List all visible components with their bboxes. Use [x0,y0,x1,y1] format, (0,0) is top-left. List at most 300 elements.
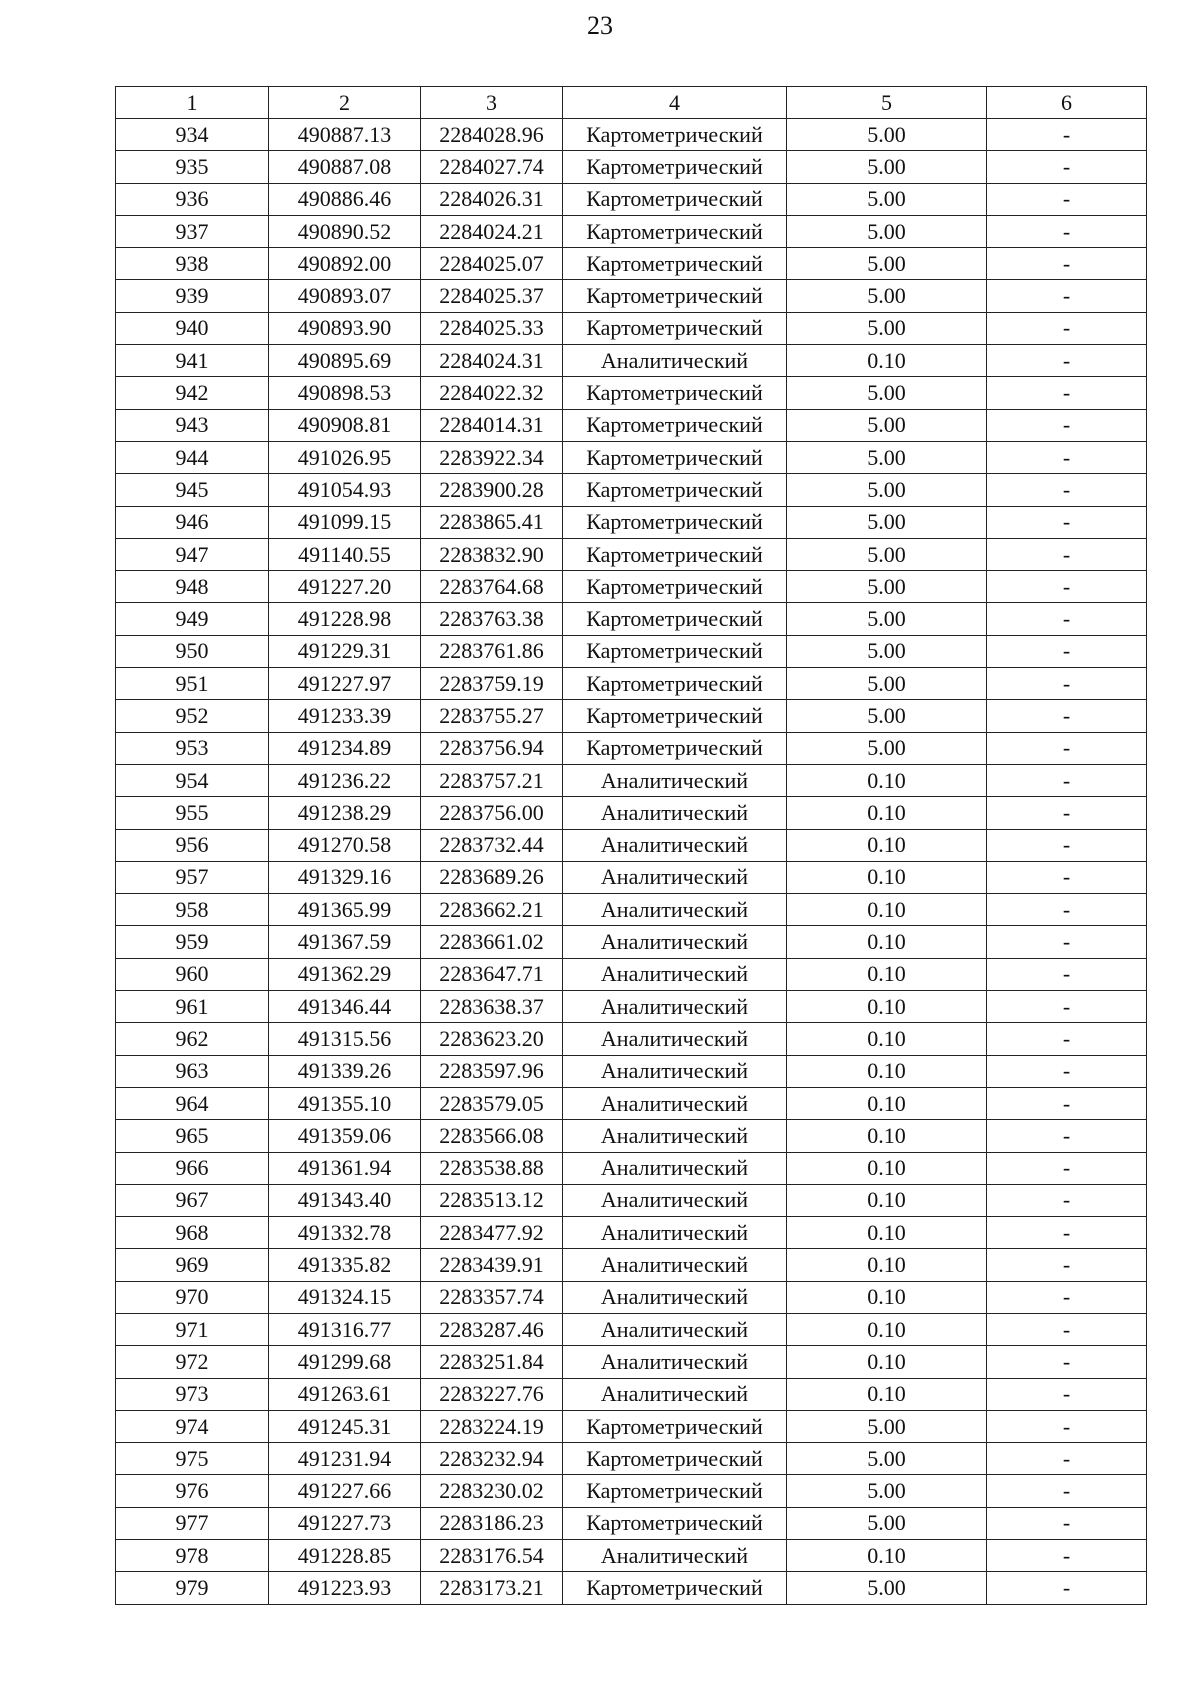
y-coordinate-cell: 2284025.07 [421,248,563,280]
point-number-cell: 941 [116,345,269,377]
y-coordinate-cell: 2283224.19 [421,1410,563,1442]
coordinates-table [115,86,1147,1605]
method-cell: Картометрический [563,312,787,344]
table-row [116,958,1147,990]
method-cell: Аналитический [563,345,787,377]
accuracy-cell: 5.00 [787,474,987,506]
point-number-cell: 962 [116,1023,269,1055]
x-coordinate-cell: 490893.90 [269,312,421,344]
table-row [116,603,1147,635]
x-coordinate-cell: 491099.15 [269,506,421,538]
method-cell: Аналитический [563,1152,787,1184]
y-coordinate-cell: 2283186.23 [421,1507,563,1539]
y-coordinate-cell: 2283538.88 [421,1152,563,1184]
method-cell: Картометрический [563,1443,787,1475]
table-header [116,87,1147,119]
method-cell: Аналитический [563,991,787,1023]
method-cell: Аналитический [563,926,787,958]
accuracy-cell: 0.10 [787,797,987,829]
point-number-cell: 940 [116,312,269,344]
point-number-cell: 964 [116,1087,269,1119]
note-cell: - [987,280,1147,312]
accuracy-cell: 5.00 [787,312,987,344]
note-cell: - [987,1023,1147,1055]
table-row [116,571,1147,603]
method-cell: Аналитический [563,1281,787,1313]
note-cell: - [987,312,1147,344]
point-number-cell: 961 [116,991,269,1023]
table-row [116,248,1147,280]
accuracy-cell: 0.10 [787,1087,987,1119]
x-coordinate-cell: 491228.85 [269,1540,421,1572]
note-cell: - [987,248,1147,280]
y-coordinate-cell: 2284022.32 [421,377,563,409]
note-cell: - [987,764,1147,796]
x-coordinate-cell: 491227.97 [269,668,421,700]
point-number-cell: 952 [116,700,269,732]
note-cell: - [987,1410,1147,1442]
column-header-4: 4 [563,87,787,119]
note-cell: - [987,991,1147,1023]
accuracy-cell: 5.00 [787,732,987,764]
note-cell: - [987,829,1147,861]
page-number: 23 [587,11,613,40]
note-cell: - [987,1507,1147,1539]
x-coordinate-cell: 491238.29 [269,797,421,829]
header-row [116,87,1147,119]
accuracy-cell: 5.00 [787,1410,987,1442]
note-cell: - [987,1346,1147,1378]
point-number-cell: 949 [116,603,269,635]
note-cell: - [987,377,1147,409]
point-number-cell: 972 [116,1346,269,1378]
table-row [116,538,1147,570]
table-row [116,1540,1147,1572]
accuracy-cell: 0.10 [787,1023,987,1055]
y-coordinate-cell: 2284028.96 [421,119,563,151]
point-number-cell: 968 [116,1217,269,1249]
accuracy-cell: 5.00 [787,377,987,409]
point-number-cell: 977 [116,1507,269,1539]
accuracy-cell: 5.00 [787,280,987,312]
y-coordinate-cell: 2284025.37 [421,280,563,312]
method-cell: Картометрический [563,1410,787,1442]
method-cell: Картометрический [563,377,787,409]
method-cell: Картометрический [563,1475,787,1507]
note-cell: - [987,1152,1147,1184]
note-cell: - [987,1572,1147,1604]
table-row [116,668,1147,700]
y-coordinate-cell: 2283757.21 [421,764,563,796]
method-cell: Аналитический [563,1184,787,1216]
table-row [116,700,1147,732]
accuracy-cell: 0.10 [787,991,987,1023]
point-number-cell: 945 [116,474,269,506]
table-row [116,894,1147,926]
accuracy-cell: 5.00 [787,571,987,603]
x-coordinate-cell: 490887.08 [269,151,421,183]
point-number-cell: 969 [116,1249,269,1281]
note-cell: - [987,119,1147,151]
method-cell: Аналитический [563,894,787,926]
method-cell: Аналитический [563,1055,787,1087]
x-coordinate-cell: 490893.07 [269,280,421,312]
table-row [116,732,1147,764]
table-row [116,119,1147,151]
y-coordinate-cell: 2283176.54 [421,1540,563,1572]
method-cell: Картометрический [563,571,787,603]
method-cell: Аналитический [563,764,787,796]
point-number-cell: 973 [116,1378,269,1410]
method-cell: Картометрический [563,119,787,151]
table-row [116,829,1147,861]
note-cell: - [987,409,1147,441]
method-cell: Картометрический [563,506,787,538]
accuracy-cell: 0.10 [787,1313,987,1345]
note-cell: - [987,474,1147,506]
point-number-cell: 960 [116,958,269,990]
note-cell: - [987,926,1147,958]
y-coordinate-cell: 2283597.96 [421,1055,563,1087]
x-coordinate-cell: 490890.52 [269,215,421,247]
y-coordinate-cell: 2283357.74 [421,1281,563,1313]
table-row [116,377,1147,409]
y-coordinate-cell: 2283287.46 [421,1313,563,1345]
y-coordinate-cell: 2284026.31 [421,183,563,215]
y-coordinate-cell: 2283173.21 [421,1572,563,1604]
point-number-cell: 958 [116,894,269,926]
y-coordinate-cell: 2283756.00 [421,797,563,829]
table-row [116,1217,1147,1249]
accuracy-cell: 0.10 [787,926,987,958]
accuracy-cell: 0.10 [787,345,987,377]
accuracy-cell: 5.00 [787,215,987,247]
table-row [116,1023,1147,1055]
x-coordinate-cell: 491355.10 [269,1087,421,1119]
accuracy-cell: 0.10 [787,1249,987,1281]
accuracy-cell: 5.00 [787,119,987,151]
table-row [116,1475,1147,1507]
note-cell: - [987,861,1147,893]
y-coordinate-cell: 2283623.20 [421,1023,563,1055]
y-coordinate-cell: 2283865.41 [421,506,563,538]
x-coordinate-cell: 491228.98 [269,603,421,635]
accuracy-cell: 0.10 [787,1152,987,1184]
method-cell: Аналитический [563,797,787,829]
note-cell: - [987,1249,1147,1281]
table-row [116,409,1147,441]
method-cell: Аналитический [563,958,787,990]
x-coordinate-cell: 491335.82 [269,1249,421,1281]
note-cell: - [987,571,1147,603]
point-number-cell: 957 [116,861,269,893]
point-number-cell: 936 [116,183,269,215]
x-coordinate-cell: 491227.20 [269,571,421,603]
x-coordinate-cell: 490886.46 [269,183,421,215]
point-number-cell: 967 [116,1184,269,1216]
point-number-cell: 955 [116,797,269,829]
y-coordinate-cell: 2283759.19 [421,668,563,700]
x-coordinate-cell: 491362.29 [269,958,421,990]
point-number-cell: 974 [116,1410,269,1442]
note-cell: - [987,1378,1147,1410]
note-cell: - [987,1313,1147,1345]
method-cell: Картометрический [563,538,787,570]
accuracy-cell: 0.10 [787,1055,987,1087]
method-cell: Аналитический [563,1120,787,1152]
x-coordinate-cell: 491299.68 [269,1346,421,1378]
point-number-cell: 965 [116,1120,269,1152]
table-row [116,797,1147,829]
point-number-cell: 942 [116,377,269,409]
column-header-5: 5 [787,87,987,119]
point-number-cell: 943 [116,409,269,441]
column-header-6: 6 [987,87,1147,119]
y-coordinate-cell: 2283477.92 [421,1217,563,1249]
accuracy-cell: 0.10 [787,1378,987,1410]
accuracy-cell: 5.00 [787,635,987,667]
y-coordinate-cell: 2283662.21 [421,894,563,926]
note-cell: - [987,506,1147,538]
table-row [116,215,1147,247]
y-coordinate-cell: 2283756.94 [421,732,563,764]
table-row [116,1410,1147,1442]
x-coordinate-cell: 491231.94 [269,1443,421,1475]
point-number-cell: 948 [116,571,269,603]
accuracy-cell: 5.00 [787,183,987,215]
x-coordinate-cell: 491227.73 [269,1507,421,1539]
method-cell: Картометрический [563,215,787,247]
point-number-cell: 970 [116,1281,269,1313]
method-cell: Картометрический [563,409,787,441]
y-coordinate-cell: 2283689.26 [421,861,563,893]
accuracy-cell: 0.10 [787,1217,987,1249]
point-number-cell: 956 [116,829,269,861]
note-cell: - [987,958,1147,990]
method-cell: Аналитический [563,1023,787,1055]
note-cell: - [987,1217,1147,1249]
point-number-cell: 975 [116,1443,269,1475]
accuracy-cell: 5.00 [787,441,987,473]
method-cell: Картометрический [563,183,787,215]
point-number-cell: 959 [116,926,269,958]
y-coordinate-cell: 2284014.31 [421,409,563,441]
note-cell: - [987,1087,1147,1119]
table-row [116,312,1147,344]
accuracy-cell: 0.10 [787,1120,987,1152]
note-cell: - [987,603,1147,635]
y-coordinate-cell: 2284024.21 [421,215,563,247]
x-coordinate-cell: 491316.77 [269,1313,421,1345]
table-row [116,1281,1147,1313]
point-number-cell: 951 [116,668,269,700]
x-coordinate-cell: 491263.61 [269,1378,421,1410]
accuracy-cell: 5.00 [787,668,987,700]
accuracy-cell: 5.00 [787,538,987,570]
method-cell: Картометрический [563,635,787,667]
accuracy-cell: 0.10 [787,764,987,796]
point-number-cell: 971 [116,1313,269,1345]
y-coordinate-cell: 2283638.37 [421,991,563,1023]
accuracy-cell: 5.00 [787,603,987,635]
accuracy-cell: 5.00 [787,700,987,732]
table-body [116,119,1147,1605]
note-cell: - [987,1281,1147,1313]
x-coordinate-cell: 491359.06 [269,1120,421,1152]
y-coordinate-cell: 2283230.02 [421,1475,563,1507]
table-row [116,1055,1147,1087]
note-cell: - [987,215,1147,247]
x-coordinate-cell: 491234.89 [269,732,421,764]
method-cell: Аналитический [563,1217,787,1249]
table-row [116,1087,1147,1119]
method-cell: Аналитический [563,1346,787,1378]
y-coordinate-cell: 2283764.68 [421,571,563,603]
method-cell: Картометрический [563,700,787,732]
table-row [116,506,1147,538]
table-row [116,991,1147,1023]
method-cell: Картометрический [563,151,787,183]
table-row [116,151,1147,183]
table-row [116,1152,1147,1184]
y-coordinate-cell: 2284025.33 [421,312,563,344]
y-coordinate-cell: 2283661.02 [421,926,563,958]
column-header-3: 3 [421,87,563,119]
method-cell: Аналитический [563,1249,787,1281]
column-header-2: 2 [269,87,421,119]
note-cell: - [987,732,1147,764]
note-cell: - [987,538,1147,570]
point-number-cell: 938 [116,248,269,280]
point-number-cell: 937 [116,215,269,247]
accuracy-cell: 5.00 [787,1507,987,1539]
table-row [116,345,1147,377]
method-cell: Картометрический [563,474,787,506]
y-coordinate-cell: 2283227.76 [421,1378,563,1410]
method-cell: Картометрический [563,248,787,280]
table-row [116,474,1147,506]
table-row [116,1313,1147,1345]
method-cell: Картометрический [563,280,787,312]
y-coordinate-cell: 2283922.34 [421,441,563,473]
accuracy-cell: 0.10 [787,1184,987,1216]
note-cell: - [987,345,1147,377]
point-number-cell: 946 [116,506,269,538]
point-number-cell: 939 [116,280,269,312]
x-coordinate-cell: 491361.94 [269,1152,421,1184]
table-row [116,764,1147,796]
x-coordinate-cell: 491343.40 [269,1184,421,1216]
x-coordinate-cell: 491236.22 [269,764,421,796]
y-coordinate-cell: 2283513.12 [421,1184,563,1216]
column-header-1: 1 [116,87,269,119]
y-coordinate-cell: 2283900.28 [421,474,563,506]
x-coordinate-cell: 491367.59 [269,926,421,958]
y-coordinate-cell: 2283832.90 [421,538,563,570]
note-cell: - [987,1120,1147,1152]
point-number-cell: 963 [116,1055,269,1087]
accuracy-cell: 0.10 [787,1540,987,1572]
table-row [116,280,1147,312]
accuracy-cell: 0.10 [787,1346,987,1378]
y-coordinate-cell: 2283761.86 [421,635,563,667]
table-row [116,183,1147,215]
accuracy-cell: 5.00 [787,151,987,183]
note-cell: - [987,1055,1147,1087]
accuracy-cell: 0.10 [787,958,987,990]
note-cell: - [987,1443,1147,1475]
x-coordinate-cell: 491229.31 [269,635,421,667]
y-coordinate-cell: 2283251.84 [421,1346,563,1378]
x-coordinate-cell: 491223.93 [269,1572,421,1604]
note-cell: - [987,1475,1147,1507]
method-cell: Аналитический [563,1540,787,1572]
x-coordinate-cell: 491365.99 [269,894,421,926]
note-cell: - [987,894,1147,926]
method-cell: Картометрический [563,732,787,764]
table-row [116,1572,1147,1604]
point-number-cell: 935 [116,151,269,183]
x-coordinate-cell: 490908.81 [269,409,421,441]
method-cell: Картометрический [563,668,787,700]
method-cell: Картометрический [563,1507,787,1539]
x-coordinate-cell: 491346.44 [269,991,421,1023]
x-coordinate-cell: 491324.15 [269,1281,421,1313]
y-coordinate-cell: 2283232.94 [421,1443,563,1475]
table-row [116,1378,1147,1410]
accuracy-cell: 5.00 [787,1443,987,1475]
point-number-cell: 979 [116,1572,269,1604]
note-cell: - [987,183,1147,215]
point-number-cell: 954 [116,764,269,796]
x-coordinate-cell: 491233.39 [269,700,421,732]
table-row [116,1120,1147,1152]
x-coordinate-cell: 491054.93 [269,474,421,506]
note-cell: - [987,441,1147,473]
x-coordinate-cell: 491227.66 [269,1475,421,1507]
accuracy-cell: 5.00 [787,1475,987,1507]
accuracy-cell: 0.10 [787,894,987,926]
y-coordinate-cell: 2283755.27 [421,700,563,732]
x-coordinate-cell: 491140.55 [269,538,421,570]
x-coordinate-cell: 490895.69 [269,345,421,377]
point-number-cell: 950 [116,635,269,667]
x-coordinate-cell: 490892.00 [269,248,421,280]
table-row [116,1443,1147,1475]
table-row [116,1346,1147,1378]
method-cell: Аналитический [563,829,787,861]
table-row [116,1249,1147,1281]
accuracy-cell: 0.10 [787,861,987,893]
note-cell: - [987,797,1147,829]
x-coordinate-cell: 491339.26 [269,1055,421,1087]
y-coordinate-cell: 2284024.31 [421,345,563,377]
note-cell: - [987,151,1147,183]
method-cell: Аналитический [563,861,787,893]
y-coordinate-cell: 2283763.38 [421,603,563,635]
table-row [116,1507,1147,1539]
accuracy-cell: 5.00 [787,506,987,538]
point-number-cell: 944 [116,441,269,473]
point-number-cell: 934 [116,119,269,151]
y-coordinate-cell: 2283732.44 [421,829,563,861]
table-row [116,861,1147,893]
table-row [116,1184,1147,1216]
point-number-cell: 966 [116,1152,269,1184]
x-coordinate-cell: 491245.31 [269,1410,421,1442]
accuracy-cell: 0.10 [787,1281,987,1313]
point-number-cell: 953 [116,732,269,764]
